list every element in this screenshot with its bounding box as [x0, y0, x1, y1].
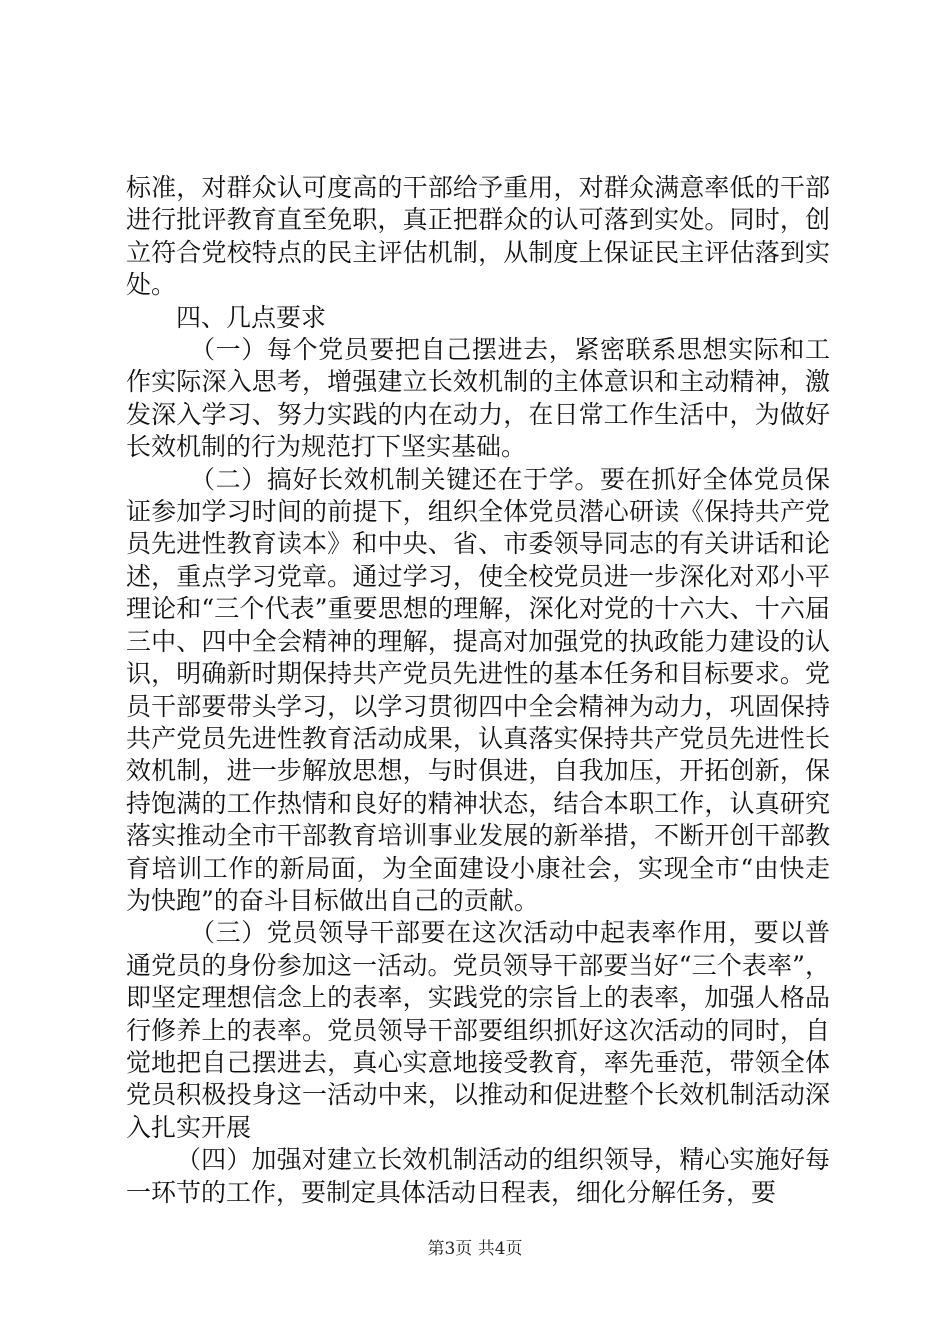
section-heading-requirements: 四、几点要求	[176, 302, 327, 332]
page-footer: 第3页 共4页	[427, 1239, 523, 1259]
paragraph-requirement-3: （三）党员领导干部要在这次活动中起表率作用，要以普通党员的身份参加这一活动。党员领导干部要当好“三个表率”，即坚定理想信念上的表率，实践党的宗旨上的表率，加强人格品行修养上的表率。党员领导干部要组织抓好这次活动的同时，自觉地把自己摆进去，真心实意地接受教育，率先垂范，带领全体党员积极投身这一活动中来，以推动和促进整个长效机制活动深入扎实开展	[126, 918, 830, 1142]
document-body	[126, 172, 830, 1209]
paragraph-requirement-4: （四）加强对建立长效机制活动的组织领导，精心实施好每一环节的工作，要制定具体活动日程表，细化分解任务，要	[126, 1145, 830, 1207]
paragraph-requirement-1: （一）每个党员要把自己摆进去，紧密联系思想实际和工作实际深入思考，增强建立长效机制的主体意识和主动精神，激发深入学习、努力实践的内在动力，在日常工作生活中，为做好长效机制的行为规范打下坚实基础。	[126, 335, 830, 462]
paragraph-continuation: 标准，对群众认可度高的干部给予重用，对群众满意率低的干部进行批评教育直至免职，真正把群众的认可落到实处。同时，创立符合党校特点的民主评估机制，从制度上保证民主评估落到实处。	[126, 173, 830, 300]
paragraph-requirement-2: （二）搞好长效机制关键还在于学。要在抓好全体党员保证参加学习时间的前提下，组织全体党员潜心研读《保持共产党员先进性教育读本》和中央、省、市委领导同志的有关讲话和论述，重点学习党章。通过学习，使全校党员进一步深化对邓小平理论和“三个代表”重要思想的理解，深化对党的十六大、十六届三中、四中全会精神的理解，提高对加强党的执政能力建设的认识，明确新时期保持共产党员先进性的基本任务和目标要求。党员干部要带头学习，以学习贯彻四中全会精神为动力，巩固保持共产党员先进性教育活动成果，认真落实保持共产党员先进性长效机制，进一步解放思想，与时俱进，自我加压，开拓创新，保持饱满的工作热情和良好的精神状态，结合本职工作，认真研究落实推动全市干部教育培训事业发展的新举措，不断开创干部教育培训工作的新局面，为全面建设小康社会，实现全市“由快走为快跑”的奋斗目标做出自己的贡献。	[126, 464, 830, 915]
